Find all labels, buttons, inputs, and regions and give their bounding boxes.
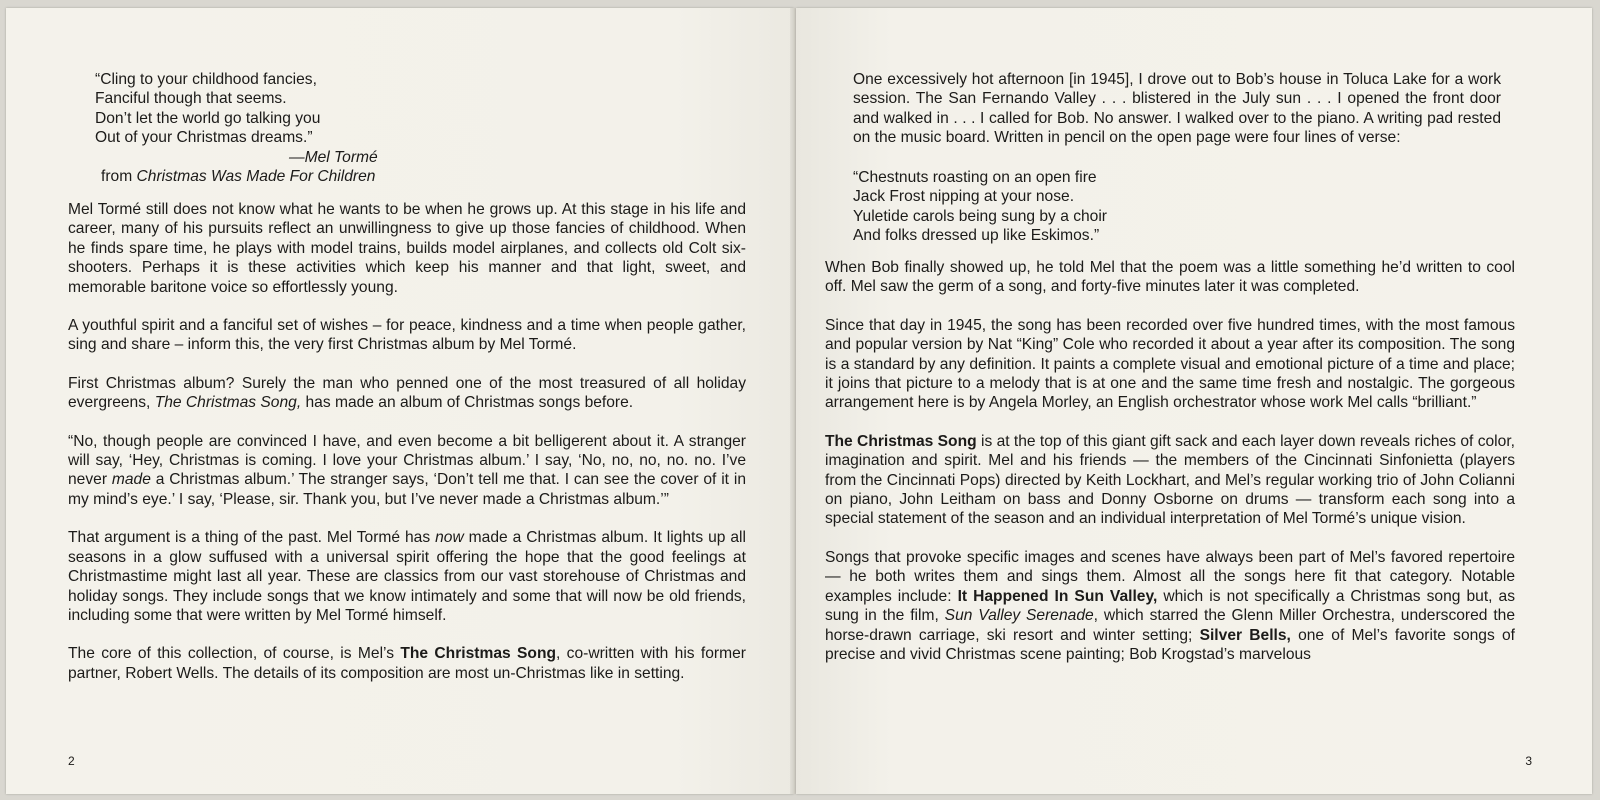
- epigraph-source-title: Christmas Was Made For Children: [136, 168, 376, 186]
- text-run: Songs that provoke specific images and scenes have always been part of Mel’s favored repertoire — he both writes them and sings them. Almost all the songs here fit that category. Notable examples include:: [825, 548, 1515, 605]
- epigraph: [95, 70, 435, 186]
- left-page: [6, 8, 794, 794]
- song-title: The Christmas Song: [825, 432, 977, 450]
- page-number: 3: [1525, 754, 1532, 768]
- epigraph-line: Don’t let the world go talking you: [95, 109, 321, 127]
- text-run: The core of this collection, of course, is Mel’s: [68, 645, 401, 663]
- paragraph: [68, 528, 746, 625]
- emphasis: now: [435, 529, 464, 547]
- paragraph: [68, 374, 746, 413]
- paragraph: [68, 644, 746, 683]
- text-run: , which starred the Glenn Miller Orchestra, underscored the horse-drawn carriage, ski resort and winter setting;: [825, 607, 1515, 644]
- epigraph-line: “Cling to your childhood fancies,: [95, 71, 317, 88]
- paragraph: [68, 432, 746, 510]
- text-run: has made an album of Christmas songs before.: [301, 394, 634, 412]
- text-run: one of Mel’s favorite songs of precise and vivid Christmas scene painting; Bob Krogstad’s marvelous: [825, 626, 1515, 663]
- paragraph: [825, 548, 1515, 664]
- right-body-text: [825, 258, 1515, 683]
- epigraph-line: Out of your Christmas dreams.”: [95, 129, 313, 147]
- paragraph: Mel Tormé still does not know what he wants to be when he grows up. At this stage in his life and career, many of his pursuits reflect an unwillingness to give up those fancies of childhood. When he finds spare time, he plays with model trains, builds model airplanes, and collects old Colt six-shooters. Perhaps it is these activities which keep his manner and that light, sweet, and memorable baritone voice so effortlessly young.: [68, 201, 746, 296]
- epigraph-source: [95, 167, 435, 186]
- verse-line: “Chestnuts roasting on an open fire: [853, 169, 1097, 186]
- paragraph: Since that day in 1945, the song has been recorded over five hundred times, with the most famous and popular version by Nat “King” Cole who recorded it about a year after its composition. The song is a standard by any definition. It paints a complete visual and emotional picture of a time and place; it joins that picture to a melody that is at one and the same time fresh and nostalgic. The gorgeous arrangement here is by Angela Morley, an English orchestrator whose work Mel calls “brilliant.”: [825, 316, 1515, 412]
- text-run: First Christmas album? Surely the man who penned one of the most treasured of all holiday evergreens,: [68, 374, 746, 412]
- text-run: That argument is a thing of the past. Mel Tormé has: [68, 529, 436, 547]
- song-title: It Happened In Sun Valley,: [957, 587, 1158, 605]
- film-title: Sun Valley Serenade: [944, 607, 1094, 625]
- verse-line: Jack Frost nipping at your nose.: [853, 188, 1075, 206]
- emphasis: made: [111, 471, 151, 489]
- text-run: , co-written with his former partner, Robert Wells. The details of its composition are most un-Christmas like in setting.: [68, 645, 746, 682]
- verse-line: Yuletide carols being sung by a choir: [853, 207, 1107, 225]
- paragraph: When Bob finally showed up, he told Mel that the poem was a little something he’d written to cool off. Mel saw the germ of a song, and forty-five minutes later it was completed.: [825, 259, 1515, 296]
- quoted-recollection: One excessively hot afternoon [in 1945], I drove out to Bob’s house in Toluca Lake for a work session. The San Fernando Valley . . . blistered in the July sun . . . I opened the front door and walked in . . . I called for Bob. No answer. I walked over to the piano. A writing pad rested on the music board. Written in pencil on the open page were four lines of verse:: [853, 71, 1501, 147]
- left-body-text: [68, 200, 746, 702]
- song-title: Silver Bells,: [1199, 626, 1291, 644]
- text-run: “No, though people are convinced I have, and even become a bit belligerent about it. A stranger will say, ‘Hey, Christmas is coming. I love your Christmas album.’ I say, ‘No, no, no, no. no. I’ve never: [68, 432, 746, 489]
- verse: [853, 168, 1353, 246]
- paragraph: A youthful spirit and a fanciful set of wishes – for peace, kindness and a time when people gather, sing and share – inform this, the very first Christmas album by Mel Tormé.: [68, 317, 746, 354]
- verse-line: And folks dressed up like Eskimos.”: [853, 227, 1100, 245]
- song-title: The Christmas Song,: [154, 394, 302, 412]
- epigraph-line: Fanciful though that seems.: [95, 90, 287, 108]
- text-run: a Christmas album.’ The stranger says, ‘Don’t tell me that. I can see the cover of it in my mind’s eye.’ I say, ‘Please, sir. Thank you, but I’ve never made a Christmas album.’”: [68, 471, 746, 508]
- text-run: is at the top of this giant gift sack and each layer down reveals riches of color, imagination and spirit. Mel and his friends — the members of the Cincinnati Sinfonietta (players from the Cincinnati Pops) directed by Keith Lockhart, and Mel’s regular working trio of John Colianni on piano, John Leitham on bass and Donny Osborne on drums — transform each song into a special statement of the season and an individual interpretation of Mel Tormé’s unique vision.: [825, 432, 1515, 528]
- text-run: made a Christmas album. It lights up all seasons in a glow suffused with a universal spirit offering the hope that the good feelings at Christmastime might last all year. These are classics from our vast storehouse of Christmas and holiday songs. They include songs that we know intimately and some that will now be old friends, including some that were written by Mel Tormé himself.: [68, 529, 746, 624]
- page-number: 2: [68, 754, 75, 768]
- text-run: which is not specifically a Christmas song but, as sung in the film,: [825, 587, 1515, 625]
- paragraph: [825, 432, 1515, 529]
- epigraph-source-prefix: from: [101, 168, 137, 186]
- epigraph-credit: —Mel Tormé: [289, 148, 378, 166]
- right-page: [796, 8, 1592, 794]
- song-title: The Christmas Song: [400, 645, 556, 663]
